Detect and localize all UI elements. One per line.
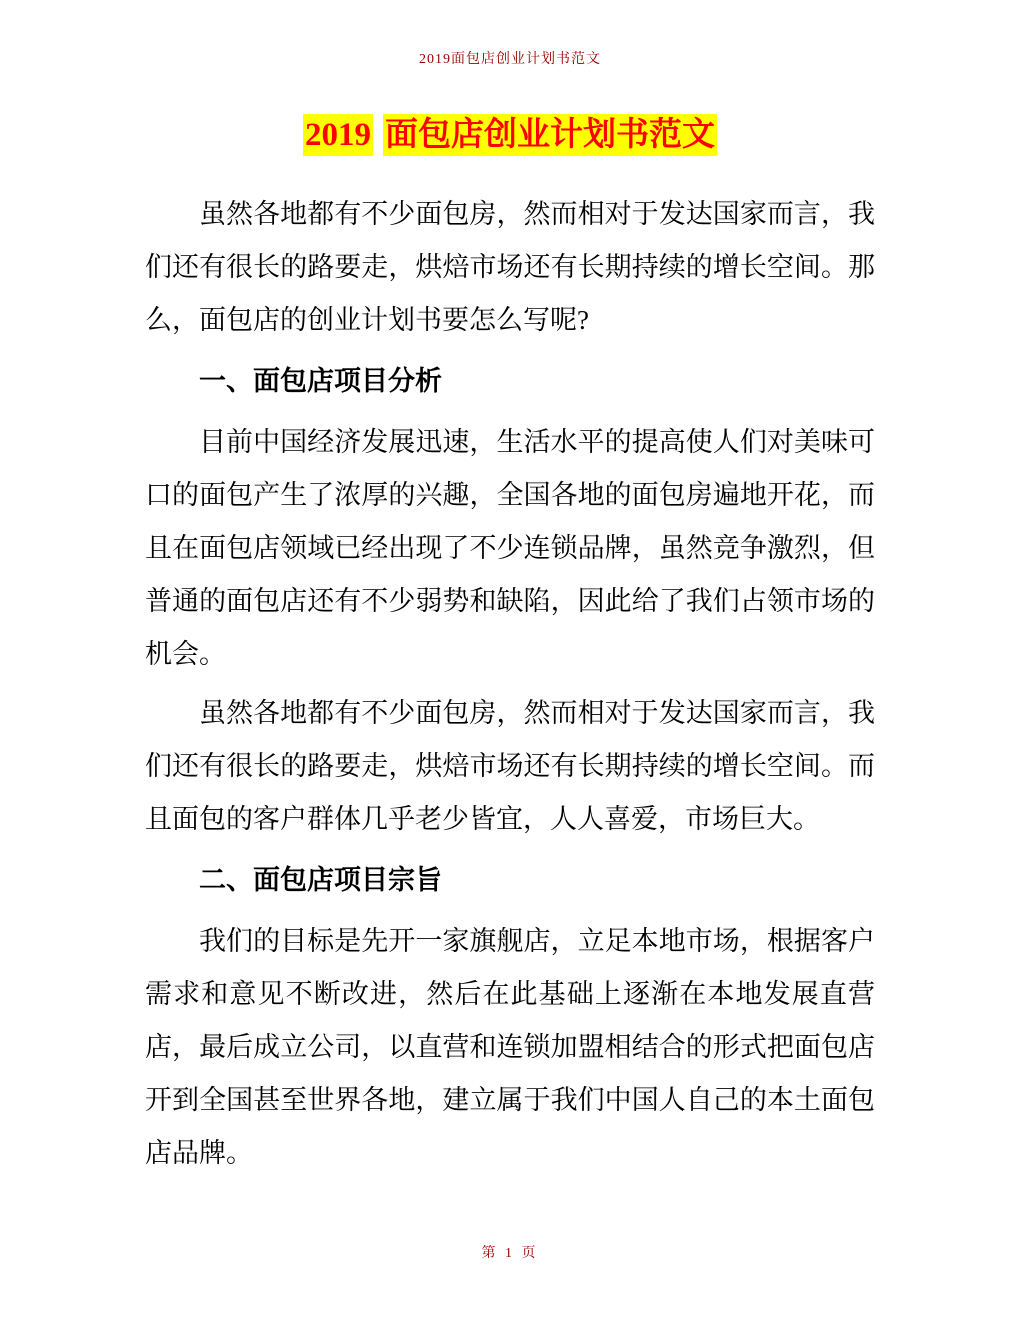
title-text-highlight: 面包店创业计划书范文 (383, 114, 717, 156)
paragraph-analysis-2: 虽然各地都有不少面包房，然而相对于发达国家而言，我们还有很长的路要走，烘焙市场还有长期持续的增长空间。而且面包的客户群体几乎老少皆宜，人人喜爱，市场巨大。 (145, 698, 875, 834)
section-heading-project-purpose: 二、面包店项目宗旨 (199, 865, 442, 895)
page-number-footer: 第 1 页 (481, 1246, 539, 1261)
title-year-highlight: 2019 (303, 114, 373, 156)
paragraph-analysis-1: 目前中国经济发展迅速，生活水平的提高使人们对美味可口的面包产生了浓厚的兴趣，全国各地的面包房遍地开花，而且在面包店领域已经出现了不少连锁品牌，虽然竞争激烈，但普通的面包店还有不少弱势和缺陷，因此给了我们占领市场的机会。 (145, 427, 875, 669)
running-header: 2019面包店创业计划书范文 (419, 52, 601, 67)
document-body (145, 188, 875, 1180)
paragraph-purpose: 我们的目标是先开一家旗舰店，立足本地市场，根据客户需求和意见不断改进，然后在此基础上逐渐在本地发展直营店，最后成立公司，以直营和连锁加盟相结合的形式把面包店开到全国甚至世界各地，建立属于我们中国人自己的本土面包店品牌。 (145, 926, 875, 1168)
document-title (0, 112, 1020, 158)
paragraph-intro: 虽然各地都有不少面包房，然而相对于发达国家而言，我们还有很长的路要走，烘焙市场还有长期持续的增长空间。那么，面包店的创业计划书要怎么写呢? (145, 199, 875, 335)
section-heading-project-analysis: 一、面包店项目分析 (199, 366, 442, 396)
